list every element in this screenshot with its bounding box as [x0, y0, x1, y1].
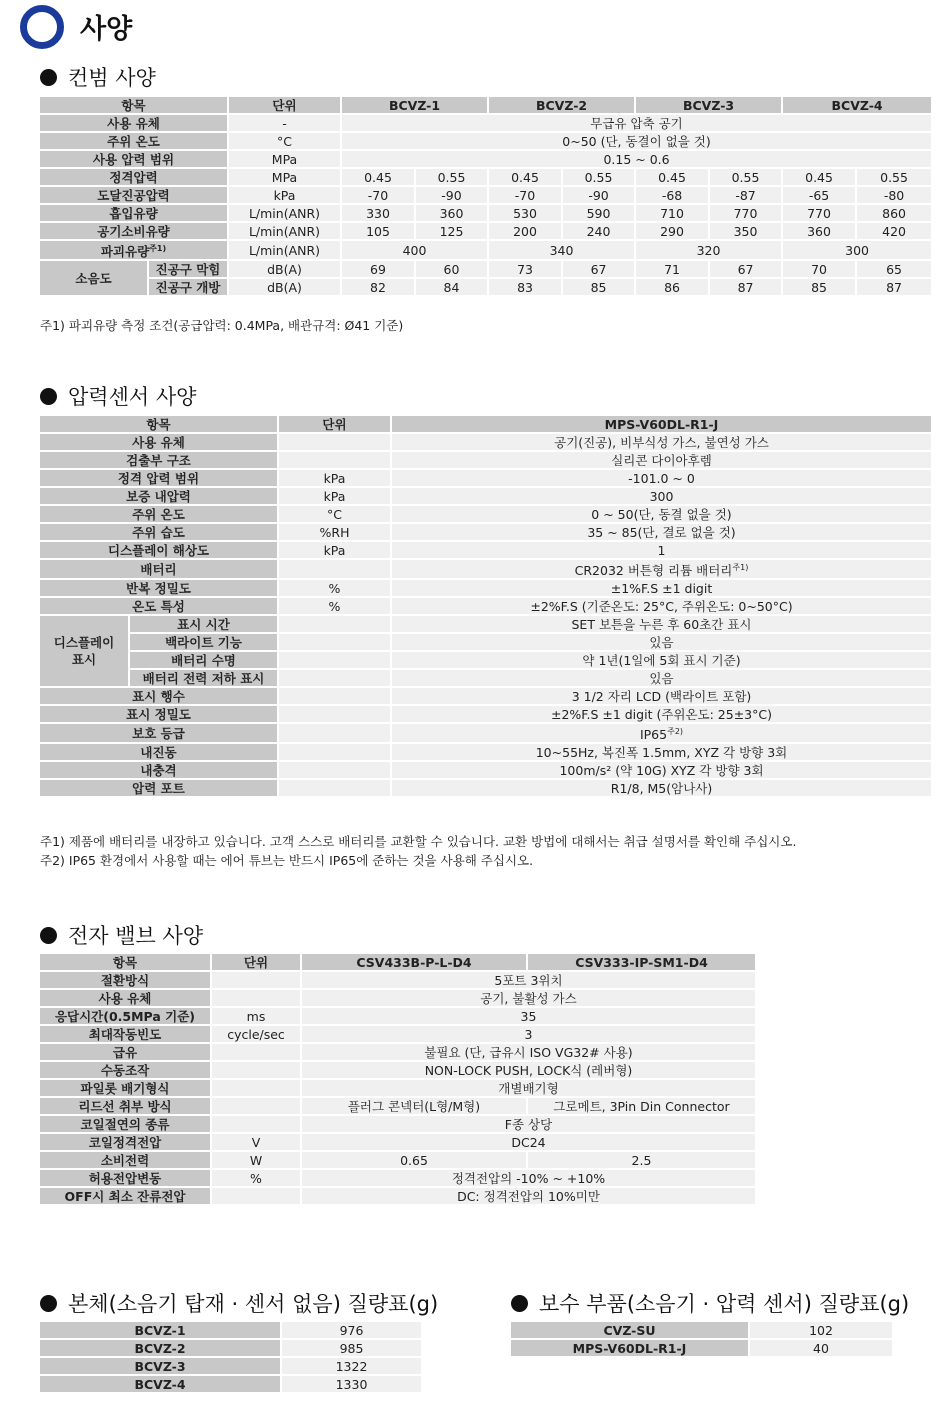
table-row: [39, 469, 932, 487]
header-cell: 단위: [278, 415, 391, 433]
row-label: 배터리: [39, 559, 278, 579]
unit-cell: L/min(ANR): [228, 204, 341, 222]
unit-cell: kPa: [278, 541, 391, 559]
table-cell: 350: [709, 222, 782, 240]
row-label: 표시 정밀도: [39, 705, 278, 723]
table-cell: 420: [856, 222, 932, 240]
unit-cell: [278, 433, 391, 451]
table-cell: 0.45: [341, 168, 415, 186]
unit-cell: °C: [228, 132, 341, 150]
unit-cell: MPa: [228, 168, 341, 186]
table-cell: ±1%F.S ±1 digit: [391, 579, 932, 597]
parts-weight-table: [509, 1320, 894, 1358]
section-title-text: 보수 부품(소음기 · 압력 센서) 질량표(g): [539, 1292, 910, 1316]
model-cell: BCVZ-4: [39, 1375, 281, 1393]
table-cell: 실리콘 다이아후렘: [391, 451, 932, 469]
model-cell: BCVZ-2: [39, 1339, 281, 1357]
row-label-text: 디스플레이: [53, 635, 115, 651]
table-cell: -80: [856, 186, 932, 204]
table-cell: 0.55: [562, 168, 635, 186]
table-cell: 300: [391, 487, 932, 505]
table-cell: 590: [562, 204, 635, 222]
table-row: [39, 559, 932, 579]
header-cell: BCVZ-4: [782, 96, 932, 114]
header-cell: 단위: [228, 96, 341, 114]
row-sublabel: 진공구 개방: [148, 278, 228, 296]
table-row: [39, 633, 932, 651]
table-row: [39, 1169, 756, 1187]
row-label: 응답시간(0.5MPa 기준): [39, 1007, 211, 1025]
weight-cell: 1330: [281, 1375, 422, 1393]
section-title-body-weight: [40, 1288, 438, 1318]
table-row: [39, 761, 932, 779]
table-cell: 83: [488, 278, 562, 296]
row-label: 반복 정밀도: [39, 579, 278, 597]
row-label: 내충격: [39, 761, 278, 779]
row-label: 내진동: [39, 743, 278, 761]
row-label: [39, 240, 228, 260]
unit-cell: MPa: [228, 150, 341, 168]
footnote-marker: 주2): [667, 727, 684, 737]
model-cell: BCVZ-1: [39, 1321, 281, 1339]
table-cell: 0.55: [856, 168, 932, 186]
table-row: [39, 669, 932, 687]
header-cell: MPS-V60DL-R1-J: [391, 415, 932, 433]
table-cell: -87: [709, 186, 782, 204]
table-row: [39, 953, 756, 971]
table-row: [39, 1357, 422, 1375]
unit-cell: kPa: [278, 487, 391, 505]
section-title-valve: [40, 920, 203, 950]
table-cell: 84: [415, 278, 488, 296]
unit-cell: [278, 559, 391, 579]
header-cell: BCVZ-3: [635, 96, 782, 114]
unit-cell: %: [278, 579, 391, 597]
header-cell: BCVZ-1: [341, 96, 488, 114]
table-row: [39, 523, 932, 541]
bullet-icon: [40, 927, 57, 944]
table-cell: 340: [488, 240, 635, 260]
row-label: 보호 등급: [39, 723, 278, 743]
table-cell: 공기(진공), 비부식성 가스, 불연성 가스: [391, 433, 932, 451]
weight-cell: 40: [749, 1339, 893, 1357]
table-cell: 85: [562, 278, 635, 296]
row-label: 도달진공압력: [39, 186, 228, 204]
table-row: [39, 687, 932, 705]
header-cell: 항목: [39, 96, 228, 114]
table-cell: NON-LOCK PUSH, LOCK식 (레버형): [301, 1061, 756, 1079]
unit-cell: [211, 989, 301, 1007]
table-cell: 정격전압의 -10% ~ +10%: [301, 1169, 756, 1187]
table-row: [39, 186, 932, 204]
table-row: [39, 132, 932, 150]
row-label: 검출부 구조: [39, 451, 278, 469]
bullet-icon: [40, 388, 57, 405]
table-cell: 85: [782, 278, 856, 296]
table-cell: 360: [782, 222, 856, 240]
unit-cell: %: [211, 1169, 301, 1187]
table-cell: -68: [635, 186, 709, 204]
table-row: [39, 240, 932, 260]
bullet-icon: [40, 69, 57, 86]
table-cell: 60: [415, 260, 488, 278]
row-sublabel: 배터리 수명: [129, 651, 278, 669]
table-row: [39, 705, 932, 723]
unit-cell: [278, 651, 391, 669]
table-row: [39, 168, 932, 186]
table-cell: DC24: [301, 1133, 756, 1151]
footnote-marker: 주1): [732, 563, 749, 572]
table-cell: 그로메트, 3Pin Din Connector: [527, 1097, 756, 1115]
table-cell: -101.0 ~ 0: [391, 469, 932, 487]
table-row: [39, 1375, 422, 1393]
table-row: [39, 1007, 756, 1025]
row-label: 최대작동빈도: [39, 1025, 211, 1043]
unit-cell: [211, 1061, 301, 1079]
row-label: 리드선 취부 방식: [39, 1097, 211, 1115]
table-cell: [391, 723, 932, 743]
table-cell: 무급유 압축 공기: [341, 114, 932, 132]
weight-cell: 1322: [281, 1357, 422, 1375]
table-row: [39, 415, 932, 433]
table-cell: 100m/s² (약 10G) XYZ 각 방향 3회: [391, 761, 932, 779]
table-row: [39, 505, 932, 523]
model-cell: BCVZ-3: [39, 1357, 281, 1375]
section-title-vacuum: [40, 62, 156, 92]
bullet-icon: [511, 1295, 528, 1312]
unit-cell: [278, 761, 391, 779]
weight-cell: 985: [281, 1339, 422, 1357]
unit-cell: W: [211, 1151, 301, 1169]
table-row: [39, 487, 932, 505]
unit-cell: [211, 1097, 301, 1115]
table-cell: 1: [391, 541, 932, 559]
unit-cell: V: [211, 1133, 301, 1151]
row-label: 파일롯 배기형식: [39, 1079, 211, 1097]
weight-cell: 102: [749, 1321, 893, 1339]
unit-cell: [211, 1043, 301, 1061]
body-weight-table: [38, 1320, 423, 1394]
unit-cell: kPa: [228, 186, 341, 204]
unit-cell: cycle/sec: [211, 1025, 301, 1043]
cell-text: IP65: [639, 727, 668, 743]
table-row: [39, 597, 932, 615]
section-title-text: 압력센서 사양: [68, 385, 197, 409]
unit-cell: [278, 687, 391, 705]
table-row: [39, 1187, 756, 1205]
table-cell: 530: [488, 204, 562, 222]
row-label: 사용 유체: [39, 114, 228, 132]
unit-cell: L/min(ANR): [228, 222, 341, 240]
row-label: 흡입유량: [39, 204, 228, 222]
row-label: 주위 온도: [39, 132, 228, 150]
table-row: [39, 1079, 756, 1097]
table-row: [39, 971, 756, 989]
row-label: 소음도: [39, 260, 148, 296]
table-row: [39, 743, 932, 761]
unit-cell: [278, 451, 391, 469]
sensor-spec-table: [38, 414, 933, 798]
row-label: 수동조작: [39, 1061, 211, 1079]
table-row: [39, 1321, 422, 1339]
footnote: 주2) IP65 환경에서 사용할 때는 에어 튜브는 반드시 IP65에 준하는 것을 사용해 주십시오.: [40, 853, 534, 868]
table-cell: 320: [635, 240, 782, 260]
unit-cell: -: [228, 114, 341, 132]
table-cell: 290: [635, 222, 709, 240]
table-cell: 3 1/2 자리 LCD (백라이트 포함): [391, 687, 932, 705]
header-cell: BCVZ-2: [488, 96, 635, 114]
table-cell: 35: [301, 1007, 756, 1025]
table-cell: DC: 정격전압의 10%미만: [301, 1187, 756, 1205]
header-cell: 항목: [39, 415, 278, 433]
unit-cell: %: [278, 597, 391, 615]
table-cell: -70: [488, 186, 562, 204]
table-cell: 3: [301, 1025, 756, 1043]
model-cell: CVZ-SU: [510, 1321, 749, 1339]
circle-icon: [20, 5, 64, 49]
row-label: OFF시 최소 잔류전압: [39, 1187, 211, 1205]
table-cell: 0.65: [301, 1151, 527, 1169]
table-row: [510, 1321, 893, 1339]
table-cell: 73: [488, 260, 562, 278]
table-cell: 10~55Hz, 복진폭 1.5mm, XYZ 각 방향 3회: [391, 743, 932, 761]
table-cell: 87: [709, 278, 782, 296]
header-cell: CSV333-IP-SM1-D4: [527, 953, 756, 971]
unit-cell: ms: [211, 1007, 301, 1025]
row-label: 절환방식: [39, 971, 211, 989]
table-cell: 300: [782, 240, 932, 260]
table-cell: 330: [341, 204, 415, 222]
table-row: [39, 433, 932, 451]
row-label: [39, 615, 129, 687]
unit-cell: [278, 705, 391, 723]
unit-cell: [278, 615, 391, 633]
table-cell: 87: [856, 278, 932, 296]
row-label-text: 표시: [71, 652, 97, 668]
table-cell: -65: [782, 186, 856, 204]
table-cell: 770: [782, 204, 856, 222]
row-label: 정격 압력 범위: [39, 469, 278, 487]
table-cell: ±2%F.S (기준온도: 25°C, 주위온도: 0~50°C): [391, 597, 932, 615]
table-cell: 360: [415, 204, 488, 222]
table-row: [39, 114, 932, 132]
table-cell: 0.45: [488, 168, 562, 186]
table-row: [39, 579, 932, 597]
table-cell: 0.15 ~ 0.6: [341, 150, 932, 168]
weight-cell: 976: [281, 1321, 422, 1339]
table-cell: 400: [341, 240, 488, 260]
section-title-parts-weight: [511, 1288, 909, 1318]
table-cell: F종 상당: [301, 1115, 756, 1133]
table-row: [39, 451, 932, 469]
row-label: 코일절연의 종류: [39, 1115, 211, 1133]
row-label: 보증 내압력: [39, 487, 278, 505]
row-label: 정격압력: [39, 168, 228, 186]
table-cell: -90: [562, 186, 635, 204]
table-cell: 70: [782, 260, 856, 278]
table-cell: 있음: [391, 633, 932, 651]
unit-cell: [278, 723, 391, 743]
row-label: 사용 유체: [39, 433, 278, 451]
unit-cell: [211, 971, 301, 989]
table-row: [39, 260, 932, 278]
table-cell: 860: [856, 204, 932, 222]
table-cell: 125: [415, 222, 488, 240]
vacuum-spec-table: [38, 95, 933, 297]
table-row: [39, 1043, 756, 1061]
row-label: 주위 온도: [39, 505, 278, 523]
row-label: 온도 특성: [39, 597, 278, 615]
row-label: 사용 압력 범위: [39, 150, 228, 168]
table-row: [39, 779, 932, 797]
section-title-text: 본체(소음기 탑재 · 센서 없음) 질량표(g): [68, 1292, 439, 1316]
table-row: [39, 204, 932, 222]
table-row: [39, 1339, 422, 1357]
table-cell: 5포트 3위치: [301, 971, 756, 989]
valve-spec-table: [38, 952, 757, 1206]
row-label: 공기소비유량: [39, 222, 228, 240]
table-cell: 개별배기형: [301, 1079, 756, 1097]
model-cell: MPS-V60DL-R1-J: [510, 1339, 749, 1357]
table-cell: 공기, 불활성 가스: [301, 989, 756, 1007]
table-cell: 0.55: [415, 168, 488, 186]
footnotes: [40, 832, 796, 870]
table-row: [39, 989, 756, 1007]
row-label: 허용전압변동: [39, 1169, 211, 1187]
table-row: [39, 541, 932, 559]
header-cell: 항목: [39, 953, 211, 971]
table-cell: -70: [341, 186, 415, 204]
table-row: [39, 150, 932, 168]
table-row: [39, 1151, 756, 1169]
table-cell: 82: [341, 278, 415, 296]
cell-text: CR2032 버튼형 리튬 배터리: [574, 563, 733, 579]
row-sublabel: 배터리 전력 저하 표시: [129, 669, 278, 687]
table-cell: 0.45: [635, 168, 709, 186]
table-cell: 200: [488, 222, 562, 240]
header-cell: 단위: [211, 953, 301, 971]
table-row: [510, 1339, 893, 1357]
table-cell: 2.5: [527, 1151, 756, 1169]
unit-cell: [211, 1187, 301, 1205]
table-cell: 65: [856, 260, 932, 278]
row-sublabel: 진공구 막힘: [148, 260, 228, 278]
table-cell: -90: [415, 186, 488, 204]
row-label: 코일정격전압: [39, 1133, 211, 1151]
section-title-sensor: [40, 381, 196, 411]
table-row: [39, 651, 932, 669]
table-cell: 0 ~ 50(단, 동결 없을 것): [391, 505, 932, 523]
table-row: [39, 615, 932, 633]
page-title: 사양: [80, 14, 133, 45]
section-title-text: 컨범 사양: [68, 66, 156, 90]
table-cell: 67: [709, 260, 782, 278]
table-cell: 약 1년(1일에 5회 표시 기준): [391, 651, 932, 669]
unit-cell: dB(A): [228, 278, 341, 296]
unit-cell: [278, 669, 391, 687]
table-row: [39, 1115, 756, 1133]
table-cell: 240: [562, 222, 635, 240]
footnote: 주1) 제품에 배터리를 내장하고 있습니다. 고객 스스로 배터리를 교환할 수 있습니다. 교환 방법에 대해서는 취급 설명서를 확인해 주십시오.: [40, 834, 797, 849]
table-row: [39, 1097, 756, 1115]
header-cell: CSV433B-P-L-D4: [301, 953, 527, 971]
footnote-marker: 주1): [149, 244, 167, 253]
table-cell: 0.45: [782, 168, 856, 186]
table-cell: 770: [709, 204, 782, 222]
table-cell: 35 ~ 85(단, 결로 없을 것): [391, 523, 932, 541]
table-row: [39, 1061, 756, 1079]
table-row: [39, 723, 932, 743]
table-cell: R1/8, M5(암나사): [391, 779, 932, 797]
row-label: 사용 유체: [39, 989, 211, 1007]
table-row: [39, 222, 932, 240]
table-cell: 있음: [391, 669, 932, 687]
section-title-text: 전자 밸브 사양: [68, 924, 204, 948]
table-row: [39, 278, 932, 296]
unit-cell: [278, 779, 391, 797]
table-row: [39, 1133, 756, 1151]
table-cell: 69: [341, 260, 415, 278]
table-cell: 710: [635, 204, 709, 222]
unit-cell: [211, 1115, 301, 1133]
row-sublabel: 백라이트 기능: [129, 633, 278, 651]
unit-cell: %RH: [278, 523, 391, 541]
table-row: [39, 1025, 756, 1043]
table-cell: [391, 559, 932, 579]
table-cell: ±2%F.S ±1 digit (주위온도: 25±3°C): [391, 705, 932, 723]
table-cell: 86: [635, 278, 709, 296]
unit-cell: [278, 633, 391, 651]
unit-cell: kPa: [278, 469, 391, 487]
unit-cell: [211, 1079, 301, 1097]
unit-cell: °C: [278, 505, 391, 523]
row-label: 급유: [39, 1043, 211, 1061]
row-label: 소비전력: [39, 1151, 211, 1169]
row-sublabel: 표시 시간: [129, 615, 278, 633]
row-label: 주위 습도: [39, 523, 278, 541]
table-row: [39, 96, 932, 114]
footnote: 주1) 파괴유량 측정 조건(공급압력: 0.4MPa, 배관규격: Ø41 기준): [40, 318, 404, 333]
row-label: 압력 포트: [39, 779, 278, 797]
table-cell: 0.55: [709, 168, 782, 186]
table-cell: SET 보튼을 누른 후 60초간 표시: [391, 615, 932, 633]
table-cell: 71: [635, 260, 709, 278]
row-label: 디스플레이 해상도: [39, 541, 278, 559]
row-label-text: 파괴유량: [100, 244, 150, 260]
table-cell: 67: [562, 260, 635, 278]
unit-cell: [278, 743, 391, 761]
unit-cell: dB(A): [228, 260, 341, 278]
unit-cell: L/min(ANR): [228, 240, 341, 260]
table-cell: 105: [341, 222, 415, 240]
table-cell: 플러그 콘넥터(L형/M형): [301, 1097, 527, 1115]
row-label: 표시 행수: [39, 687, 278, 705]
table-cell: 불필요 (단, 급유시 ISO VG32# 사용): [301, 1043, 756, 1061]
bullet-icon: [40, 1295, 57, 1312]
table-cell: 0~50 (단, 동결이 없을 것): [341, 132, 932, 150]
